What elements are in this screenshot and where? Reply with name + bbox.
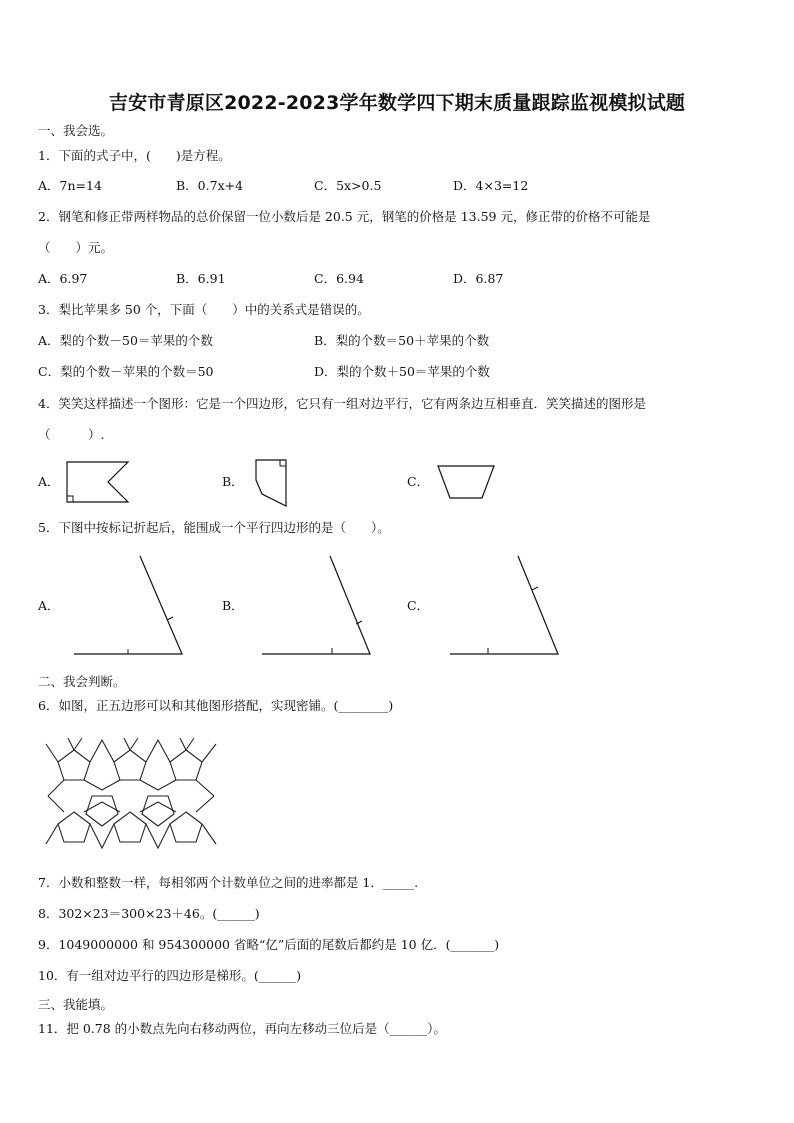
question-6-stem: 6．如图，正五边形可以和其他图形搭配，实现密铺。(________) bbox=[38, 698, 394, 713]
question-2-option-b[interactable]: B．6.91 bbox=[176, 271, 226, 286]
question-2-option-c[interactable]: C．6.94 bbox=[314, 271, 364, 286]
question-4-option-a-label[interactable]: A． bbox=[38, 474, 60, 489]
question-4-stem-line-1: 4．笑笑这样描述一个图形：它是一个四边形，它只有一组对边平行，它有两条边互相垂直．笑笑描述的图形是 bbox=[38, 396, 646, 411]
question-4-stem-line-2: （ ）. bbox=[38, 427, 105, 442]
question-4-option-b-label[interactable]: B． bbox=[222, 474, 244, 489]
question-2-option-a[interactable]: A．6.97 bbox=[38, 271, 88, 286]
question-1-option-b[interactable]: B．0.7x+4 bbox=[176, 178, 244, 193]
question-1-option-c[interactable]: C．5x>0.5 bbox=[314, 178, 382, 193]
question-5-option-c-label[interactable]: C． bbox=[407, 598, 430, 613]
q6-pentagon-tessellation-figure bbox=[44, 736, 218, 852]
q4-shape-a-pentagon[interactable] bbox=[62, 458, 132, 508]
question-5-stem: 5．下图中按标记折起后，能围成一个平行四边形的是（ ）。 bbox=[38, 520, 390, 535]
question-3-stem: 3．梨比苹果多 50 个，下面（ ）中的关系式是错误的。 bbox=[38, 302, 370, 317]
section-heading-1: 一、我会选。 bbox=[38, 123, 114, 138]
q5-figure-a-folding-line[interactable] bbox=[70, 550, 190, 660]
question-1-stem: 1．下面的式子中，( )是方程。 bbox=[38, 148, 231, 163]
question-3-option-c[interactable]: C．梨的个数－苹果的个数＝50 bbox=[38, 364, 214, 379]
section-heading-2: 二、我会判断。 bbox=[38, 674, 126, 689]
q5-figure-c-folding-line[interactable] bbox=[446, 550, 566, 660]
question-3-option-a[interactable]: A．梨的个数－50＝苹果的个数 bbox=[38, 333, 213, 348]
question-2-stem-line-2: （ ）元。 bbox=[38, 240, 114, 255]
page-title: 吉安市青原区2022-2023学年数学四下期末质量跟踪监视模拟试题 bbox=[108, 92, 686, 114]
question-8-stem: 8．302×23＝300×23＋46。(______) bbox=[38, 906, 260, 921]
question-1-option-a[interactable]: A．7n=14 bbox=[38, 178, 102, 193]
question-7-stem: 7．小数和整数一样，每相邻两个计数单位之间的进率都是 1．_____. bbox=[38, 875, 419, 890]
question-3-option-b[interactable]: B．梨的个数＝50＋苹果的个数 bbox=[314, 333, 490, 348]
question-5-option-b-label[interactable]: B． bbox=[222, 598, 244, 613]
question-9-stem: 9．1049000000 和 954300000 省略“亿”后面的尾数后都约是 10 亿．(_______) bbox=[38, 937, 500, 952]
question-2-option-d[interactable]: D．6.87 bbox=[453, 271, 504, 286]
question-2-stem-line-1: 2．钢笔和修正带两样物品的总价保留一位小数后是 20.5 元，钢笔的价格是 13.59 元，修正带的价格不可能是 bbox=[38, 209, 651, 224]
question-4-option-c-label[interactable]: C． bbox=[407, 474, 430, 489]
q5-figure-b-folding-line[interactable] bbox=[258, 550, 378, 660]
question-10-stem: 10．有一组对边平行的四边形是梯形。(______) bbox=[38, 968, 302, 983]
question-3-option-d[interactable]: D．梨的个数＋50＝苹果的个数 bbox=[314, 364, 490, 379]
q4-shape-b-right-trapezoid[interactable] bbox=[252, 456, 292, 512]
question-11-stem: 11．把 0.78 的小数点先向右移动两位，再向左移动三位后是（______）。 bbox=[38, 1021, 446, 1036]
question-1-option-d[interactable]: D．4×3=12 bbox=[453, 178, 529, 193]
section-heading-3: 三、我能填。 bbox=[38, 997, 114, 1012]
q4-shape-c-trapezoid[interactable] bbox=[434, 462, 498, 502]
question-5-option-a-label[interactable]: A． bbox=[38, 598, 60, 613]
